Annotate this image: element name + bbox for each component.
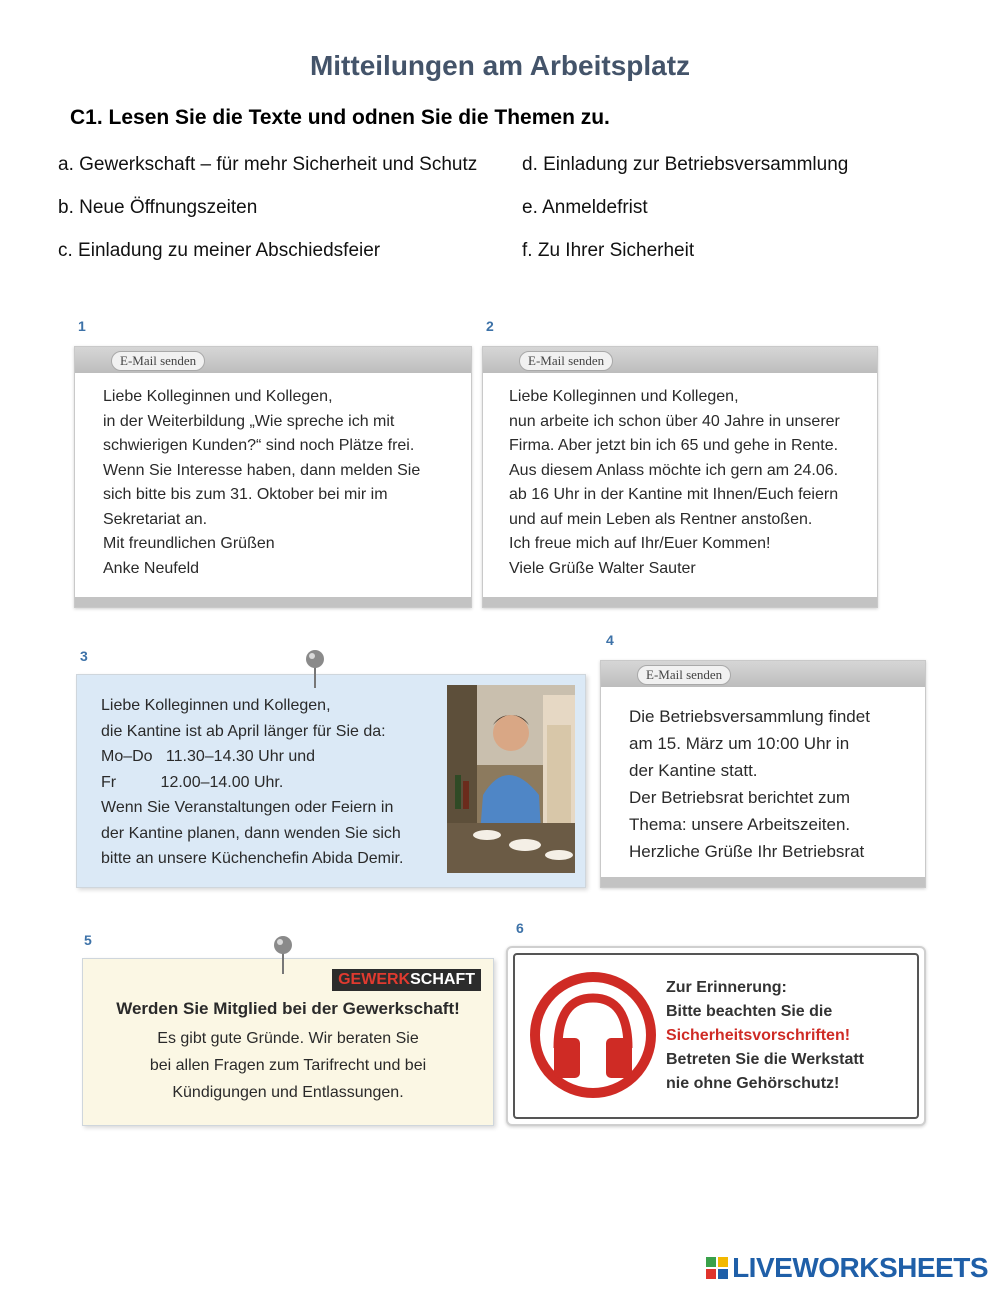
text-number-1: 1 <box>78 318 86 334</box>
text-line: und auf mein Leben als Rentner anstoßen. <box>509 510 813 528</box>
email-footer <box>483 597 877 607</box>
text-line: Herzliche Grüße Ihr Betriebsrat <box>629 842 865 861</box>
sign-text <box>666 976 864 1096</box>
liveworksheets-logo <box>706 1252 988 1284</box>
topic-d: d. Einladung zur Betriebsversammlung <box>522 154 849 175</box>
text-line: Zur Erinnerung: <box>666 979 787 996</box>
text-line: der Kantine planen, dann wenden Sie sich <box>101 824 401 842</box>
topic-f: f. Zu Ihrer Sicherheit <box>522 240 695 261</box>
text-line: Liebe Kolleginnen und Kollegen, <box>101 697 331 714</box>
text-number-3: 3 <box>80 648 88 664</box>
text-line: am 15. März um 10:00 Uhr in <box>629 734 850 753</box>
topics-right <box>522 150 942 279</box>
text-line: Fr 12.00–14.00 Uhr. <box>101 773 284 791</box>
text-line: Es gibt gute Gründe. Wir beraten Sie <box>157 1030 419 1047</box>
email-body-1 <box>103 385 420 581</box>
email-footer <box>75 597 471 607</box>
text-line: Aus diesem Anlass möchte ich gern am 24.06. <box>509 461 839 479</box>
email-send-button: E-Mail senden <box>519 351 613 371</box>
text-line: bei allen Fragen zum Tarifrecht und bei <box>149 1057 427 1074</box>
text-line: schwierigen Kunden?“ sind noch Plätze frei. <box>103 437 415 454</box>
email-body-4 <box>629 703 870 865</box>
topic-c: c. Einladung zu meiner Abschiedsfeier <box>58 240 381 261</box>
badge-part-b: SCHAFT <box>410 971 475 988</box>
text-line: Wenn Sie Veranstaltungen oder Feiern in <box>101 799 394 816</box>
notice-card-3 <box>76 674 586 888</box>
text-line: Thema: unsere Arbeitszeiten. <box>629 815 851 834</box>
canteen-photo <box>447 685 575 873</box>
email-send-button: E-Mail senden <box>637 665 731 685</box>
text-line: Bitte beachten Sie die <box>666 1003 833 1020</box>
text-line: ab 16 Uhr in der Kantine mit Ihnen/Euch feiern <box>509 486 839 503</box>
badge-part-a: GEWERK <box>338 971 411 988</box>
text-line: bitte an unsere Küchenchefin Abida Demir. <box>101 850 404 867</box>
text-line: Sekretariat an. <box>103 510 208 528</box>
email-header <box>75 347 471 373</box>
text-line: Liebe Kolleginnen und Kollegen, <box>509 388 739 405</box>
logo-mark-icon <box>706 1257 728 1279</box>
text-line: Kündigungen und Entlassungen. <box>172 1084 404 1101</box>
text-line: Der Betriebsrat berichtet zum <box>629 788 851 807</box>
text-line: sich bitte bis zum 31. Oktober bei mir im <box>103 486 388 503</box>
topic-e: e. Anmeldefrist <box>522 197 648 218</box>
logo-text: LIVEWORKSHEETS <box>732 1252 988 1283</box>
notice-body-3 <box>101 693 403 872</box>
text-number-2: 2 <box>486 318 494 334</box>
text-line: die Kantine ist ab April länger für Sie da: <box>101 722 386 740</box>
text-line: Mo–Do 11.30–14.30 Uhr und <box>101 748 316 765</box>
text-line: nun arbeite ich schon über 40 Jahre in unserer <box>509 412 840 430</box>
text-number-6: 6 <box>516 920 524 936</box>
text-line: Ich freue mich auf Ihr/Euer Kommen! <box>509 535 771 552</box>
union-headline: Werden Sie Mitglied bei der Gewerkschaft! <box>116 999 460 1018</box>
hearing-protection-icon <box>528 970 658 1100</box>
text-line: nie ohne Gehörschutz! <box>666 1075 840 1092</box>
email-header <box>601 661 925 687</box>
pin-icon <box>304 648 326 688</box>
union-body <box>83 1025 493 1106</box>
topics-left <box>58 150 478 279</box>
text-line: Sicherheitsvorschriften! <box>666 1027 851 1044</box>
email-body-2 <box>509 385 840 581</box>
text-line: Die Betriebsversammlung findet <box>629 707 870 726</box>
email-header <box>483 347 877 373</box>
text-line: der Kantine statt. <box>629 761 758 780</box>
email-card-2 <box>482 346 878 608</box>
text-line: Betreten Sie die Werkstatt <box>666 1051 864 1068</box>
email-send-button: E-Mail senden <box>111 351 205 371</box>
notice-card-5 <box>82 958 494 1126</box>
email-card-4 <box>600 660 926 888</box>
union-badge <box>332 969 481 991</box>
email-footer <box>601 877 925 887</box>
text-line: Firma. Aber jetzt bin ich 65 und gehe in Rente. <box>509 437 839 454</box>
topic-b: b. Neue Öffnungszeiten <box>58 197 258 218</box>
text-line: Wenn Sie Interesse haben, dann melden Sie <box>103 461 421 479</box>
page-title: Mitteilungen am Arbeitsplatz <box>309 50 691 81</box>
pin-icon <box>272 934 294 974</box>
text-line: Liebe Kolleginnen und Kollegen, <box>103 388 333 405</box>
email-card-1 <box>74 346 472 608</box>
text-line: in der Weiterbildung „Wie spreche ich mit <box>103 412 395 430</box>
text-line: Anke Neufeld <box>103 559 200 577</box>
text-number-4: 4 <box>606 632 614 648</box>
instruction: C1. Lesen Sie die Texte und odnen Sie die Themen zu. <box>70 106 610 129</box>
safety-sign <box>506 946 926 1126</box>
topic-a: a. Gewerkschaft – für mehr Sicherheit und Schutz <box>58 154 478 175</box>
text-line: Viele Grüße Walter Sauter <box>509 559 696 577</box>
text-line: Mit freundlichen Grüßen <box>103 535 275 552</box>
text-number-5: 5 <box>84 932 92 948</box>
